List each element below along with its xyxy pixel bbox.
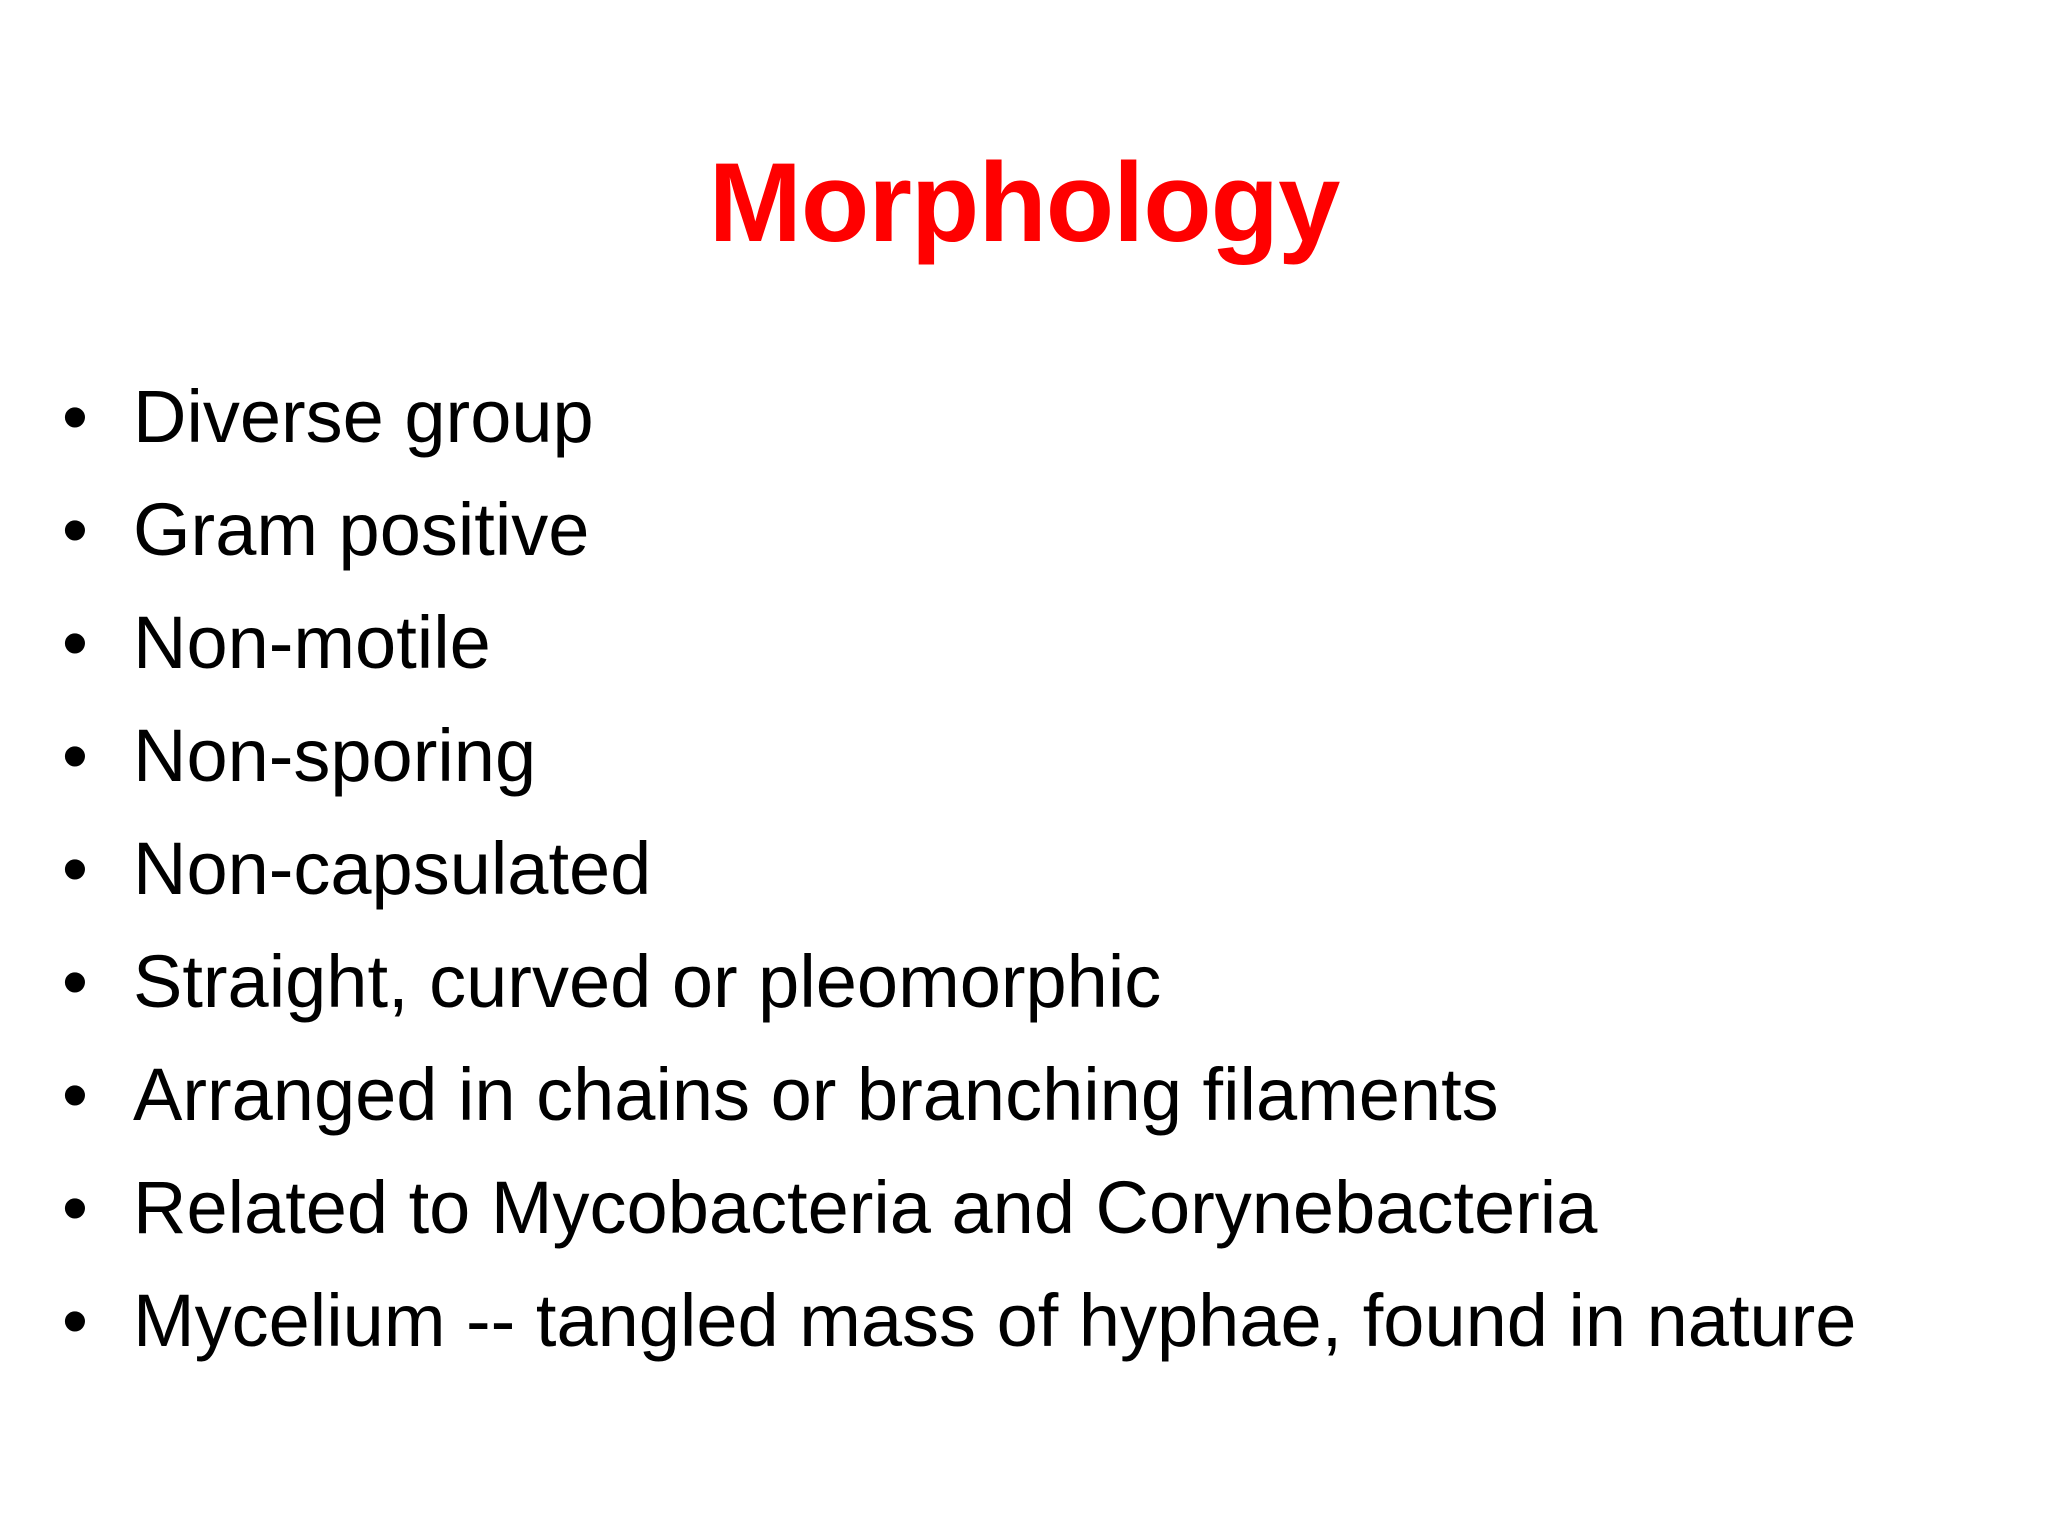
- bullet-item: [0, 709, 2048, 803]
- bullet-item: [0, 1048, 2048, 1142]
- bullet-text: Non-sporing: [133, 714, 537, 797]
- bullet-dot-icon: •: [62, 375, 88, 458]
- slide-title: Morphology: [708, 140, 1340, 265]
- bullet-item: [0, 370, 2048, 464]
- bullet-text: Diverse group: [133, 375, 594, 458]
- bullet-dot-icon: •: [62, 1279, 88, 1362]
- bullet-item: [0, 596, 2048, 690]
- bullet-text: Arranged in chains or branching filaments: [133, 1053, 1499, 1136]
- bullet-dot-icon: •: [62, 488, 88, 571]
- bullet-text: Non-motile: [133, 601, 491, 684]
- bullet-text: Mycelium -- tangled mass of hyphae, found in nature: [133, 1279, 1857, 1362]
- bullet-text: Related to Mycobacteria and Corynebacteria: [133, 1166, 1598, 1249]
- bullet-item: [0, 935, 2048, 1029]
- bullet-list: [0, 370, 2048, 1387]
- bullet-dot-icon: •: [62, 1053, 88, 1136]
- bullet-dot-icon: •: [62, 827, 88, 910]
- bullet-text: Straight, curved or pleomorphic: [133, 940, 1162, 1023]
- bullet-item: [0, 483, 2048, 577]
- bullet-dot-icon: •: [62, 714, 88, 797]
- bullet-dot-icon: •: [62, 601, 88, 684]
- bullet-dot-icon: •: [62, 940, 88, 1023]
- bullet-item: [0, 1161, 2048, 1255]
- bullet-text: Non-capsulated: [133, 827, 652, 910]
- bullet-text: Gram positive: [133, 488, 590, 571]
- bullet-item: [0, 822, 2048, 916]
- bullet-dot-icon: •: [62, 1166, 88, 1249]
- bullet-item: [0, 1274, 2048, 1368]
